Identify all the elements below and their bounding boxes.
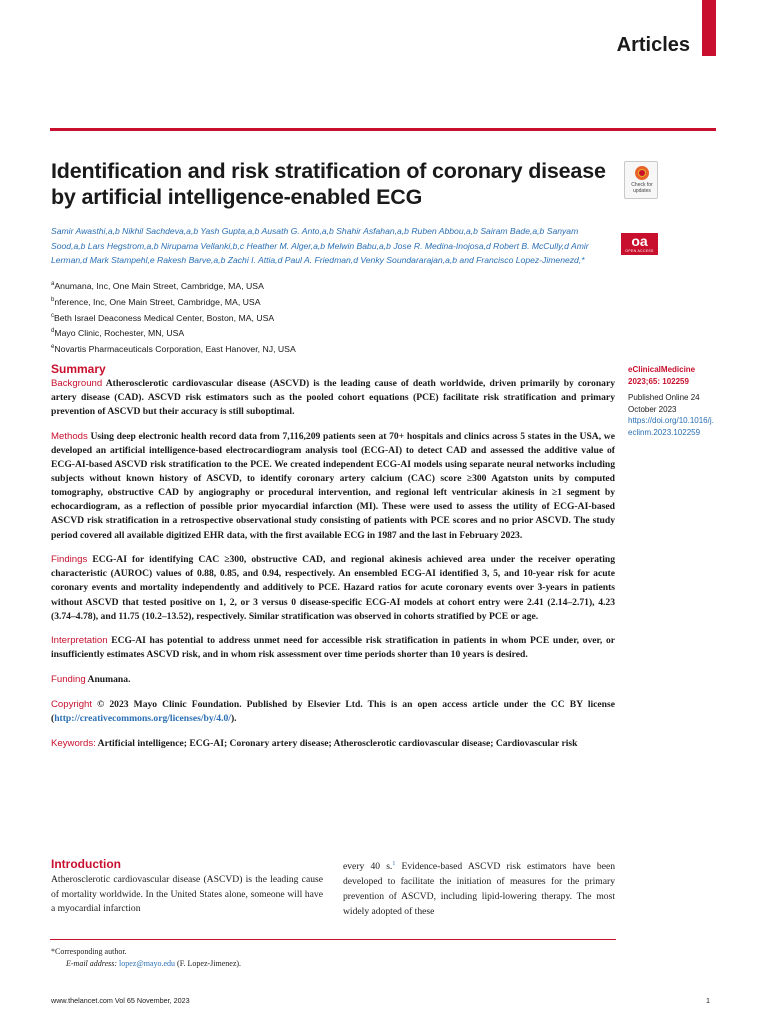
intro-left-column: Atherosclerotic cardiovascular disease (ASCVD) is the leading cause of mortality worldwide. In the United States alone, someone will have a myocardial infarction: [51, 874, 323, 914]
abstract-copyright: Copyright © 2023 Mayo Clinic Foundation. Published by Elsevier Ltd. This is an open access article under the CC BY license (http://creativecommons.org/licenses/by/4.0/).: [51, 698, 615, 724]
introduction-heading: Introduction: [51, 857, 121, 871]
reference-link[interactable]: 1: [392, 861, 396, 867]
abstract-background: Background Atherosclerotic cardiovascular disease (ASCVD) is the leading cause of death worldwide, driven primarily by coronary artery disease (CAD). ASCVD risk estimators such as the pooled cohort equations (PCE) facilitate risk stratification and primary prevention of ASCVD but their accuracy is still suboptimal.: [51, 378, 616, 418]
updates-badge-label: Check for updates: [631, 182, 653, 194]
oa-logo-subtext: OPEN ACCESS: [625, 249, 654, 253]
abstract-findings: Findings ECG-AI for identifying CAC ≥300, obstructive CAD, and regional akinesis achieved area under the receiver operating characteristic (AUROC) values of 0.88, 0.85, and 0.94, respectively. An ensembled ECG-AI identified 3, 5, and 10-year risk for acute coronary events and mortality independently and additively to PCE. Hazard ratios for acute coronary events over 3-years in patients without ASCVD that tested positive on 1, 2, or 3 versus 0 disease-specific ECG-AI models at cohort entry were 2.41 (2.14–2.71), 4.23 (3.74–4.78), and 11.75 (10.2–13.52), respectively. Similar stratification was observed in cohorts stratified by PCE or age.: [51, 554, 615, 622]
email-note: E-mail address: lopez@mayo.edu (F. Lopez-Jimenez).: [66, 959, 242, 968]
open-access-logo: [621, 233, 658, 255]
affiliation-item: $^e$Novartis Pharmaceuticals Corporation, East Hanover, NJ, USA: [51, 344, 296, 355]
page-number: 1: [706, 996, 710, 1005]
updates-ring-icon: [635, 166, 649, 180]
abstract-methods: Methods Using deep electronic health record data from 7,116,209 patients seen at 70+ hospitals and clinics across 5 states in the USA, we developed an artificial intelligence-based electrocardiogram analysis tool (ECG-AI) to detect CAD and assessed the additive value of ECG-AI-based ASCVD risk stratification to the PCE. We created independent ECG-AI models using separate neural networks including subjects without known history of ASCVD, to identify coronary artery calcium (CAC) score ≥300 Agatston units by computed tomography, obstructive CAD by angiography or procedural intervention, and regional left ventricular akinesis in ≥1 segment by echocardiogram, as a reflection of possible prior myocardial infarction (MI). These were used to assess the utility of ECG-AI-based ASCVD risk stratification in a retrospective observational study consisting of patients with PCE scores and no prior ASCVD. The study period covered all available digitized EHR data, with the first available ECG in 1987 and the last in February 2023.: [51, 430, 615, 541]
check-for-updates-icon[interactable]: [624, 161, 658, 199]
published-date: Published Online 24 October 2023: [628, 393, 700, 414]
abstract-keywords: Keywords: Artificial intelligence; ECG-AI; Coronary artery disease; Atherosclerotic cardiovascular disease; Cardiovascular risk: [51, 737, 578, 749]
license-link[interactable]: http://creativecommons.org/licenses/by/4.0/: [54, 712, 231, 724]
abstract-interpretation: Interpretation ECG-AI has potential to address unmet need for accessible risk stratification in patients in whom PCE under, over, or insufficiently estimates ASCVD risk, and in whom risk assessment over time periods shorter than 10 years is desired.: [51, 635, 616, 661]
footnote-rule: [50, 939, 616, 940]
affiliation-item: $^a$Anumana, Inc, One Main Street, Cambridge, MA, USA: [51, 280, 264, 291]
author-list[interactable]: [51, 224, 611, 268]
abstract: [51, 362, 615, 761]
intro-right-column: every 40 s.$^1$ Evidence-based ASCVD risk estimators have been developed to facilitate the initiation of measures for the primary prevention of ASCVD, including lipid-lowering therapy. The most widely adopted of these: [343, 861, 616, 918]
affiliation-item: $^c$Beth Israel Deaconess Medical Center, Boston, MA, USA: [51, 312, 275, 323]
article-title: Identification and risk stratification of coronary disease by artificial intelligence-enabled ECG: [51, 159, 606, 209]
journal-sidebar: [628, 364, 714, 438]
corner-accent-bar: [702, 0, 716, 56]
header-rule: [50, 128, 716, 131]
affiliation-item: $^b$nference, Inc, One Main Street, Cambridge, MA, USA: [51, 296, 261, 307]
oa-logo-text: oa: [631, 233, 648, 249]
journal-footer[interactable]: www.thelancet.com Vol 65 November, 2023: [51, 996, 190, 1005]
authors-text[interactable]: Samir Awasthi,a,b Nikhil Sachdeva,a,b Yash Gupta,a,b Ausath G. Anto,a,b Shahir Asfahan,a,b Ruben Abbou,a,b Sairam Bade,a,b Sanyam Sood,a,b Lars Hegstrom,a,b Nirupama Vellanki,b,c Heather M. Alger,a,b Melwin Babu,a,b Jose R. Medina-Inojosa,d Robert B. McCully,d Amir Lerman,d Mark Stampehl,e Rakesh Barve,a,b Zachi I. Attia,d Paul A. Friedman,d Venky Soundararajan,a,b and Francisco Lopez-Jimenezd,*: [51, 226, 589, 265]
email-link[interactable]: lopez@mayo.edu: [119, 959, 176, 968]
section-label: Articles: [616, 34, 690, 56]
corresponding-author-note: *Corresponding author.: [51, 947, 127, 956]
affiliation-item: $^d$Mayo Clinic, Rochester, MN, USA: [51, 328, 185, 339]
journal-volume: 2023;65: 102259: [628, 376, 689, 386]
journal-name: eClinicalMedicine: [628, 365, 696, 374]
summary-heading: Summary: [51, 362, 106, 376]
abstract-funding: Funding Anumana.: [51, 674, 131, 686]
affiliation-list: [51, 278, 531, 357]
doi-link[interactable]: https://doi.org/10.1016/j.eclinm.2023.102259: [628, 416, 714, 437]
